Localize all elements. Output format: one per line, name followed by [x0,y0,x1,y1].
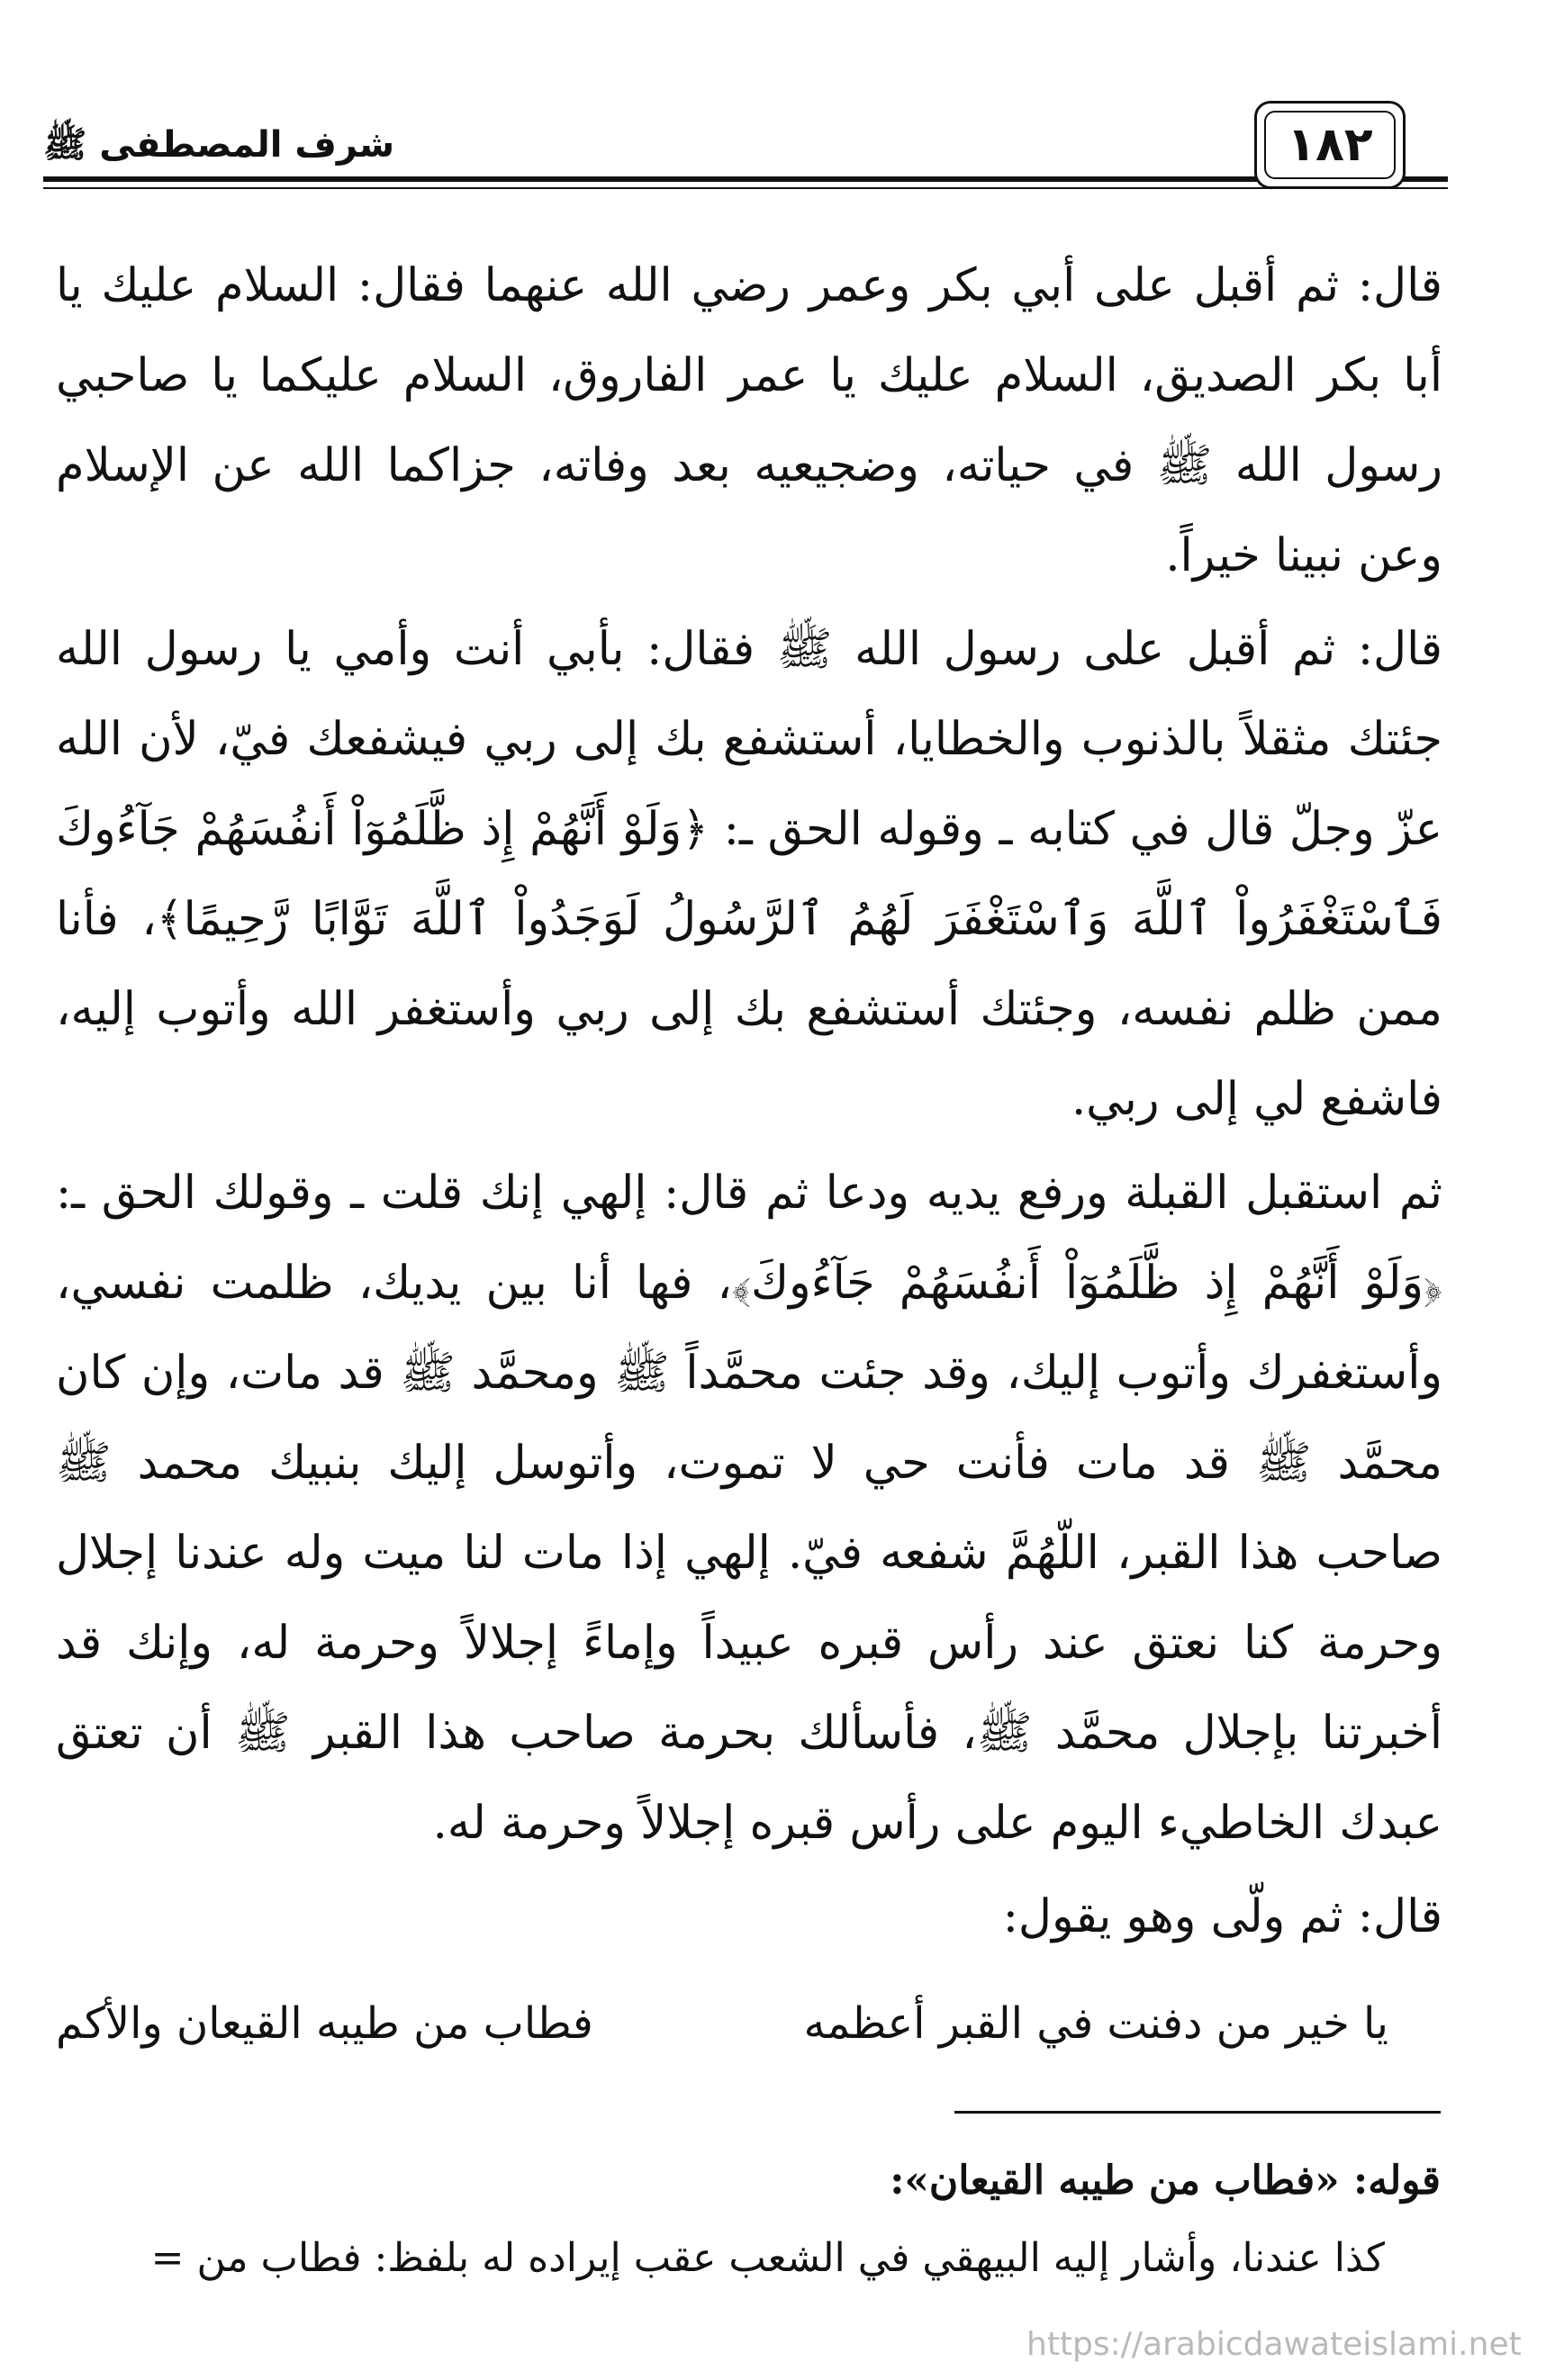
paragraph-4: قال: ثم ولّى وهو يقول: [1002,1890,1442,1943]
paragraph-2: قال: ثم أقبل على رسول الله ﷺ فقال: بأبي أنت وأمي يا رسول الله جئتك مثقلاً بالذنوب والخطايا، أستشفع بك إلى ربي فيشفعك فيّ، لأن الله عزّ وجلّ قال في كتابه ـ وقوله الحق ـ: ﴿وَلَوْ أَنَّهُمْ إِذ ظَّلَمُوٓاْ أَنفُسَهُمْ جَآءُوكَ فَٱسْتَغْفَرُواْ ٱللَّهَ وَٱسْتَغْفَرَ لَهُمُ ٱلرَّسُولُ لَوَجَدُواْ ٱللَّهَ تَوَّابًا رَّحِيمًا﴾، فأنا ممن ظلم نفسه، وجئتك أستشفع بك إلى ربي وأستغفر الله وأتوب إليه، فاشفع لي إلى ربي. [56,623,1442,1126]
paragraph-1: قال: ثم أقبل على أبي بكر وعمر رضي الله عنهما فقال: السلام عليك يا أبا بكر الصديق، السلام عليك يا عمر الفاروق، السلام عليكما يا صاحبي رسول الله ﷺ في حياته، وضجيعيه بعد وفاته، جزاكما الله عن الإسلام وعن نبينا خيراً. [56,259,1442,582]
page-number: ١٨٢ [1264,111,1396,179]
watermark-url: https://arabicdawateislami.net [1026,2326,1522,2363]
header-rule-thin [43,187,1448,189]
poem-verse [56,1979,1388,2069]
poem-second-hemistich: فطاب من طيبه القيعان والأكم [56,1998,593,2049]
page-number-frame [1254,101,1406,189]
footnote-heading: قوله: «فطاب من طيبه القيعان»: [890,2158,1441,2204]
running-title: شرف المصطفى ﷺ [43,124,395,166]
paragraph-3: ثم استقبل القبلة ورفع يديه ودعا ثم قال: إلهي إنك قلت ـ وقولك الحق ـ: ﴿وَلَوْ أَنَّهُمْ إِذ ظَّلَمُوٓاْ أَنفُسَهُمْ جَآءُوكَ﴾، فها أنا بين يديك، ظلمت نفسي، وأستغفرك وأتوب إليك، وقد جئت محمَّداً ﷺ ومحمَّد ﷺ قد مات، وإن كان محمَّد ﷺ قد مات فأنت حي لا تموت، وأتوسل إليك بنبيك محمد ﷺ صاحب هذا القبر، اللّهُمَّ شفعه فيّ. إلهي إذا مات لنا ميت وله عندنا إجلال وحرمة كنا نعتق عند رأس قبره عبيداً وإماءً إجلالاً وحرمة له، وإنك قد أخبرتنا بإجلال محمَّد ﷺ، فأسألك بحرمة صاحب هذا القبر ﷺ أن تعتق عبدك الخاطيء اليوم على رأس قبره إجلالاً وحرمة له. [56,1167,1442,1850]
poem-first-hemistich: يا خير من دفنت في القبر أعظمه [803,1998,1388,2049]
header-rule-thick [43,176,1448,182]
footnote-separator [954,2111,1441,2114]
footnote [36,2142,1441,2297]
footnote-text: كذا عندنا، وأشار إليه البيهقي في الشعب عقب إيراده له بلفظ: فطاب من = [150,2235,1385,2281]
page-header [43,101,1448,200]
main-text [56,241,1442,1966]
